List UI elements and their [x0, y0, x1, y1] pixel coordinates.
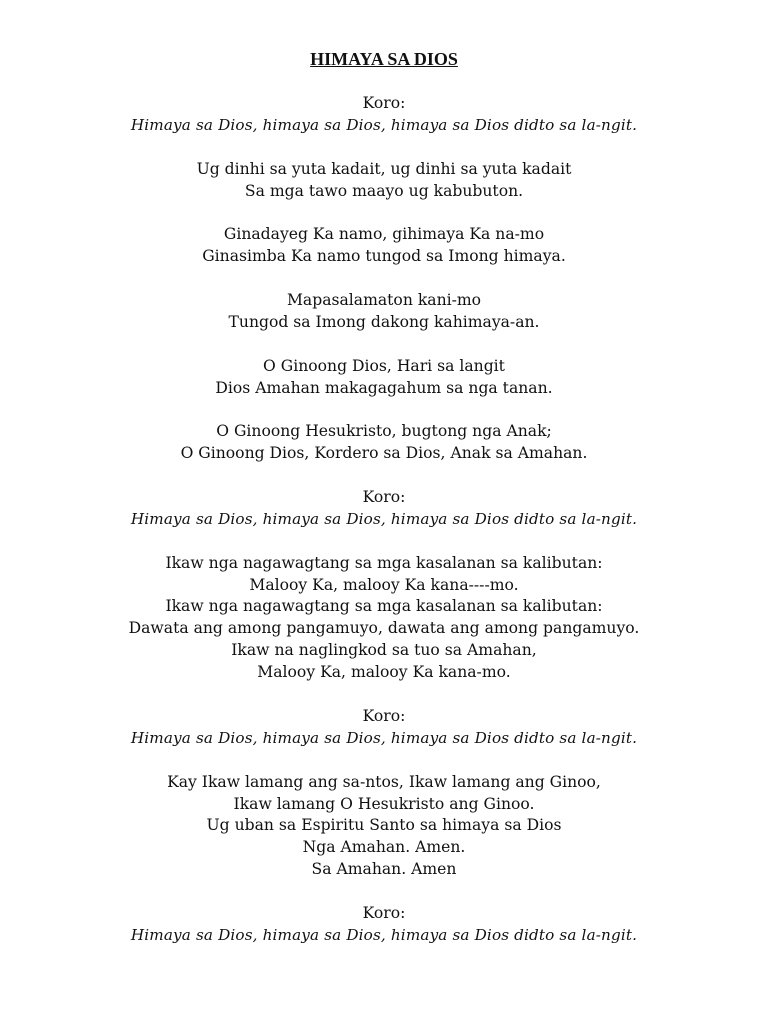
verse-line: Dawata ang among pangamuyo, dawata ang among pangamuyo. — [128, 619, 640, 638]
verse-line: Malooy Ka, malooy Ka kana----mo. — [249, 575, 519, 594]
lyrics-body — [0, 93, 768, 947]
verse-line: Ug uban sa Espiritu Santo sa himaya sa Dios — [206, 816, 562, 835]
verse-line: Ikaw nga nagawagtang sa mga kasalanan sa kalibutan: — [165, 553, 603, 572]
verse-line: O Ginoong Dios, Hari sa langit — [263, 356, 505, 375]
stanza-spacer — [0, 531, 768, 553]
chorus-line: Himaya sa Dios, himaya sa Dios, himaya sa Dios didto sa la-ngit. — [130, 728, 638, 747]
stanza-spacer — [0, 399, 768, 421]
chorus-block — [0, 93, 768, 137]
verse-line: Malooy Ka, malooy Ka kana-mo. — [257, 663, 511, 682]
chorus-label: Koro: — [362, 94, 406, 112]
chorus-block — [0, 706, 768, 750]
stanza-spacer — [0, 137, 768, 159]
verse-block — [0, 224, 768, 268]
verse-line: Sa mga tawo maayo ug kabubuton. — [244, 181, 524, 200]
verse-block — [0, 356, 768, 400]
chorus-line: Himaya sa Dios, himaya sa Dios, himaya sa Dios didto sa la-ngit. — [130, 925, 638, 944]
chorus-line: Himaya sa Dios, himaya sa Dios, himaya sa Dios didto sa la-ngit. — [130, 509, 638, 528]
verse-line: Tungod sa Imong dakong kahimaya-an. — [228, 312, 540, 331]
verse-line: Nga Amahan. Amen. — [302, 838, 466, 857]
chorus-label: Koro: — [362, 706, 406, 725]
stanza-spacer — [0, 684, 768, 706]
verse-block — [0, 772, 768, 881]
chorus-block — [0, 487, 768, 531]
stanza-spacer — [0, 202, 768, 224]
song-title: HIMAYA SA DIOS — [310, 49, 458, 69]
stanza-spacer — [0, 268, 768, 290]
verse-line: O Ginoong Hesukristo, bugtong nga Anak; — [216, 422, 552, 441]
verse-line: Ikaw nga nagawagtang sa mga kasalanan sa kalibutan: — [165, 597, 603, 616]
verse-line: Mapasalamaton kani-mo — [286, 291, 482, 310]
verse-line: Ginasimba Ka namo tungod sa Imong himaya. — [202, 247, 566, 266]
chorus-label: Koro: — [362, 903, 406, 922]
verse-block — [0, 421, 768, 465]
chorus-block — [0, 903, 768, 947]
verse-block — [0, 290, 768, 334]
stanza-spacer — [0, 334, 768, 356]
verse-line: Kay Ikaw lamang ang sa-ntos, Ikaw lamang ang Ginoo, — [167, 772, 601, 791]
verse-line: Ug dinhi sa yuta kadait, ug dinhi sa yuta kadait — [196, 159, 572, 178]
stanza-spacer — [0, 750, 768, 772]
verse-line: Dios Amahan makagagahum sa nga tanan. — [215, 378, 553, 397]
verse-block — [0, 553, 768, 684]
verse-line: Sa Amahan. Amen — [311, 860, 457, 879]
verse-block — [0, 159, 768, 203]
chorus-line: Himaya sa Dios, himaya sa Dios, himaya sa Dios didto sa la-ngit. — [130, 115, 638, 134]
verse-line: Ginadayeg Ka namo, gihimaya Ka na-mo — [223, 225, 545, 244]
stanza-spacer — [0, 881, 768, 903]
verse-line: Ikaw lamang O Hesukristo ang Ginoo. — [233, 794, 535, 813]
stanza-spacer — [0, 465, 768, 487]
chorus-label: Koro: — [362, 488, 406, 507]
verse-line: Ikaw na naglingkod sa tuo sa Amahan, — [231, 641, 537, 660]
verse-line: O Ginoong Dios, Kordero sa Dios, Anak sa Amahan. — [180, 444, 588, 463]
